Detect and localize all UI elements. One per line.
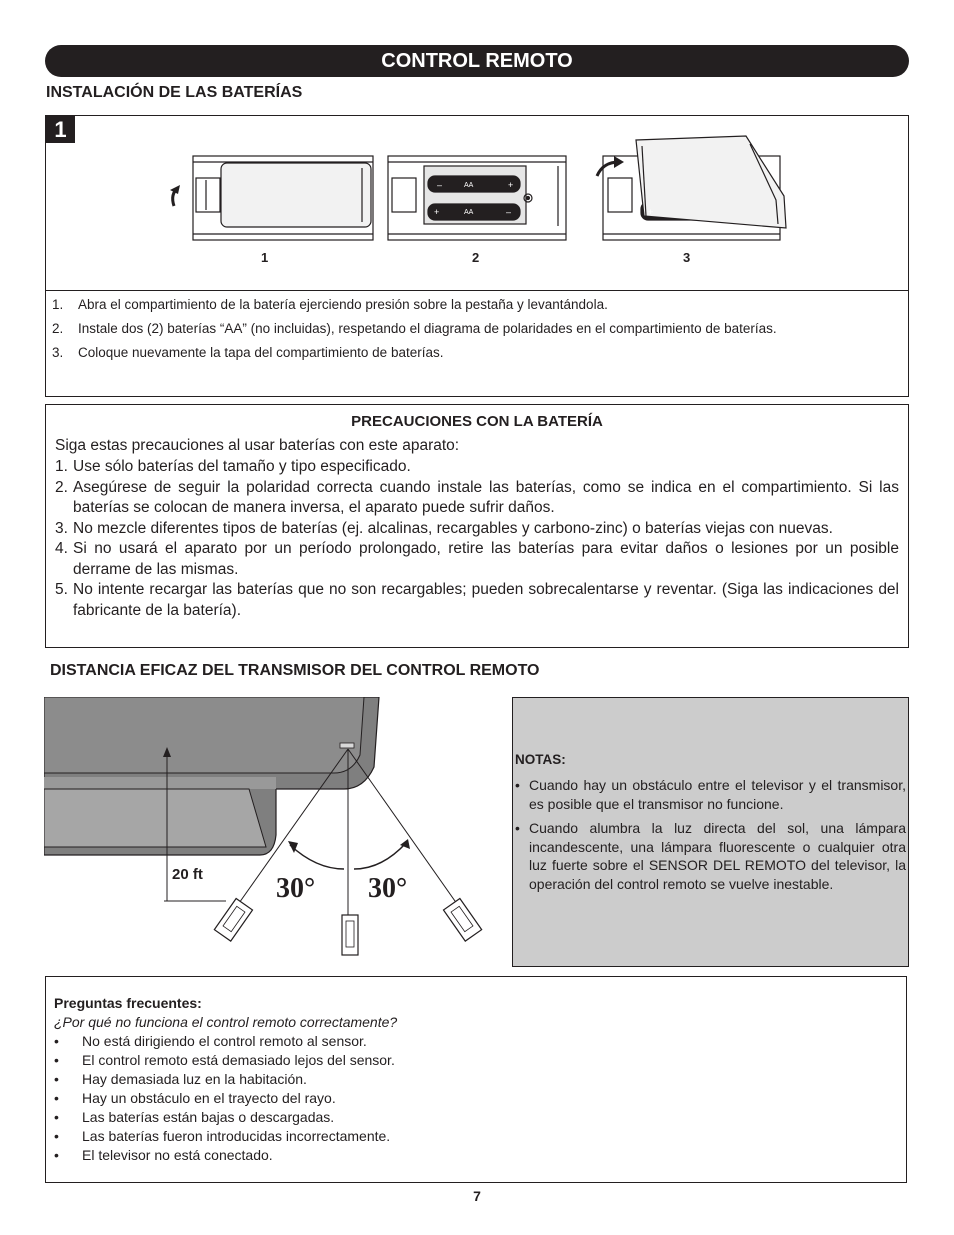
- section-title: CONTROL REMOTO: [381, 50, 573, 72]
- svg-text:–: –: [506, 207, 512, 217]
- notes-title: NOTAS:: [515, 752, 566, 767]
- install-steps: [52, 296, 902, 368]
- list-item: 2. Instale dos (2) baterías “AA” (no incluidas), respetando el diagrama de polaridades en el compartimiento de baterías.: [52, 321, 777, 336]
- faq-title: Preguntas frecuentes:: [54, 995, 202, 1011]
- angle-left-label: 30°: [276, 873, 316, 904]
- remote-sensor: [340, 743, 354, 748]
- faq-answers: [54, 1032, 395, 1165]
- list-item: • Las baterías están bajas o descargadas.: [54, 1109, 335, 1125]
- remote-right: [443, 899, 481, 942]
- list-item: 4. Si no usará el aparato por un período prolongado, retire las baterías para evitar daños o lesiones por un posible derrame de las mismas.: [55, 540, 899, 578]
- distance-heading: DISTANCIA EFICAZ DEL TRANSMISOR DEL CONTROL REMOTO: [50, 662, 540, 679]
- page-number: 7: [473, 1188, 481, 1204]
- precautions-list: [55, 457, 899, 621]
- figure-batteries-inserted: [388, 156, 566, 240]
- list-item: • Cuando alumbra la luz directa del sol, una lámpara incandescente, una lámpara fluorescente o cualquier otra luz fuerte sobre el SENSOR DEL REMOTO del televisor, la operación del control remoto se vuelve inestable.: [515, 820, 906, 892]
- faq-panel: [45, 976, 907, 1183]
- list-item: • El control remoto está demasiado lejos del sensor.: [54, 1052, 395, 1068]
- list-item: • Cuando hay un obstáculo entre el televisor y el transmisor, es posible que el transmisor no funcione.: [515, 777, 906, 812]
- remote-center: [342, 915, 358, 955]
- figure-replace-cover: [597, 136, 786, 240]
- step-badge: 1: [46, 116, 75, 143]
- list-item: 2. Asegúrese de seguir la polaridad correcta cuando instale las baterías, como se indica en el compartimiento. Si las baterías se colocan de manera inversa, el aparato puede sufrir daños.: [55, 478, 899, 516]
- remote-left: [214, 899, 252, 942]
- list-item: 3. No mezcle diferentes tipos de baterías (ej. alcalinas, recargables y carbono-zinc) o baterías viejas con nuevas.: [55, 519, 833, 537]
- distance-label: 20 ft: [172, 866, 203, 883]
- battery-install-panel: [45, 115, 909, 397]
- list-item: • Las baterías fueron introducidas incorrectamente.: [54, 1128, 391, 1144]
- angle-right-label: 30°: [368, 873, 408, 904]
- list-item: 5. No intente recargar las baterías que no son recargables; pueden sobrecalentarse y reventar. (Siga las indicaciones del fabricante de la batería).: [55, 581, 899, 619]
- section-banner: [45, 45, 909, 77]
- svg-text:+: +: [434, 207, 440, 217]
- list-item: • No está dirigiendo el control remoto al sensor.: [54, 1033, 367, 1049]
- figure-number-1: 1: [261, 250, 269, 265]
- list-item: 1. Abra el compartimiento de la batería ejerciendo presión sobre la pestaña y levantándola.: [52, 297, 608, 312]
- list-item: • El televisor no está conectado.: [54, 1147, 273, 1163]
- svg-text:+: +: [508, 180, 514, 190]
- list-item: 1. Use sólo baterías del tamaño y tipo especificado.: [55, 458, 411, 475]
- panel-divider: [46, 290, 908, 291]
- remote-range-diagram: [44, 697, 494, 965]
- figure-number-2: 2: [472, 250, 480, 265]
- svg-text:–: –: [437, 180, 443, 190]
- figure-closed-cover: [170, 156, 373, 240]
- list-item: • Hay un obstáculo en el trayecto del rayo.: [54, 1090, 336, 1106]
- battery-label-top: AA: [464, 182, 474, 189]
- notes-list: [515, 776, 906, 899]
- svg-text:+: +: [648, 207, 654, 217]
- install-heading: INSTALACIÓN DE LAS BATERÍAS: [46, 84, 303, 101]
- faq-question: ¿Por qué no funciona el control remoto correctamente?: [54, 1014, 398, 1030]
- precautions-panel: [45, 404, 909, 648]
- precautions-title: PRECAUCIONES CON LA BATERÍA: [351, 413, 603, 430]
- battery-label-bottom: AA: [464, 209, 474, 216]
- list-item: 3. Coloque nuevamente la tapa del compartimiento de baterías.: [52, 345, 444, 360]
- list-item: • Hay demasiada luz en la habitación.: [54, 1071, 307, 1087]
- figure-number-3: 3: [683, 250, 691, 265]
- notes-panel: [512, 697, 909, 967]
- precautions-intro: Siga estas precauciones al usar baterías con este aparato:: [55, 437, 460, 454]
